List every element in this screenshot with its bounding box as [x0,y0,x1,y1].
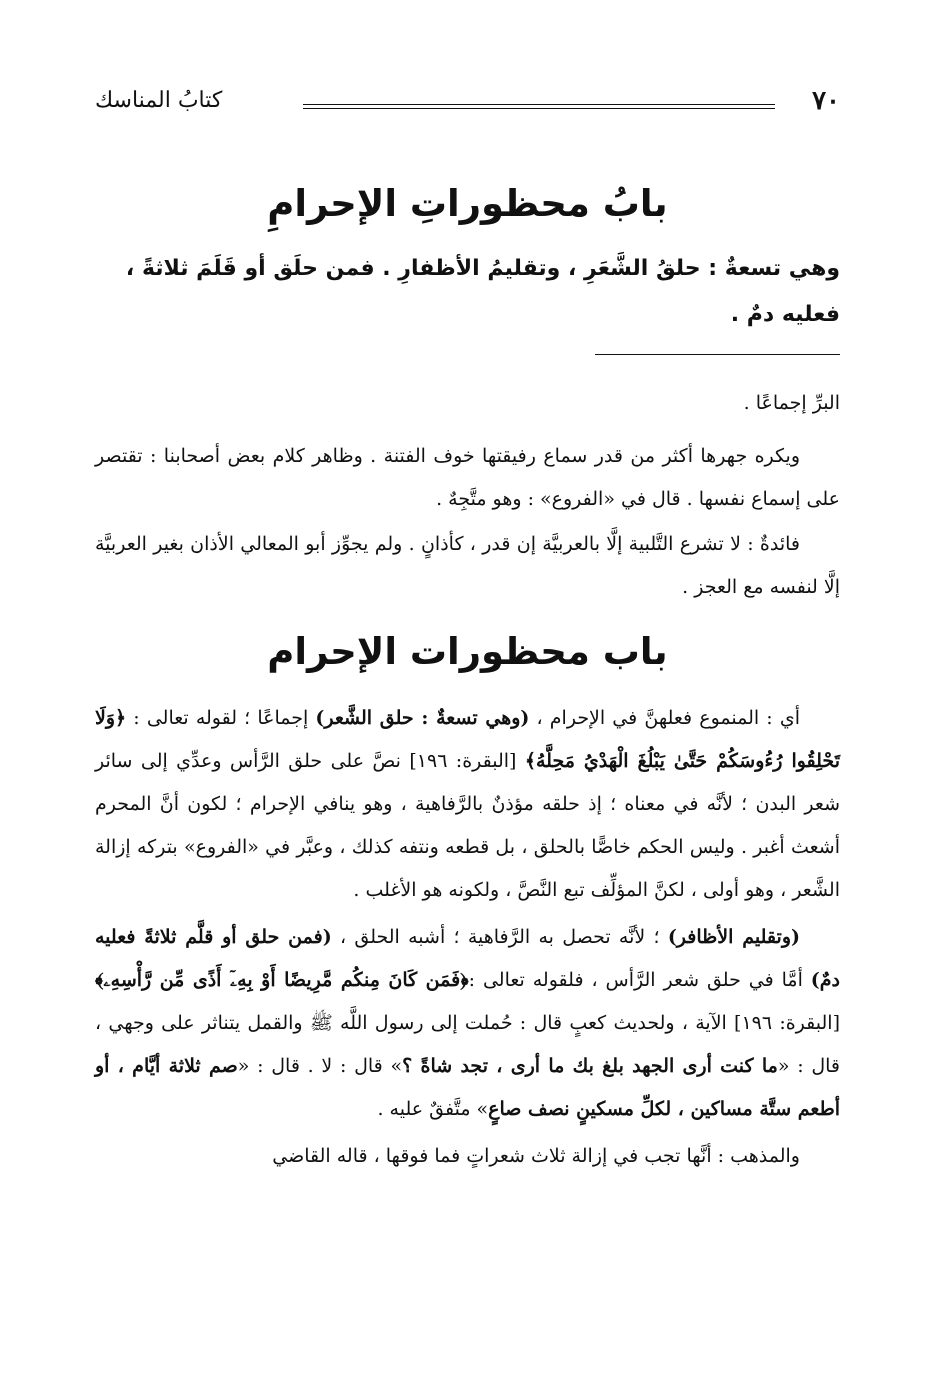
sharh-text: ؛ لأنَّه تحصل به الرَّفاهية ؛ أشبه الحلق ، [331,926,668,948]
matn-quote: (فمن حلق أو قلَّم ثلاثةً فعليه دمٌ) [95,926,841,991]
sharh-body [95,697,840,1178]
sharh-paragraph-1 [95,697,840,912]
page-number: ٧٠ [812,86,840,116]
sharh-text: إجماعًا ؛ لقوله تعالى : [126,707,316,729]
matn-quote: (وتقليم الأظافر) [667,926,800,948]
matn-separator-rule [595,354,840,355]
sharh-paragraph-2 [95,916,840,1131]
paragraph-faida: فائدةٌ : لا تشرع التَّلبية إلَّا بالعربيَّة إن قدر ، كأذانٍ . ولم يجوِّز أبو المعالي الأذان بغير العربيَّة إلَّا لنفسه مع العجز . [95,533,840,598]
quran-verse: ﴿وَلَا تَحْلِقُوا رُءُوسَكُمْ حَتَّىٰ يَبْلُغَ الْهَدْيُ مَحِلَّهُ﴾ [95,707,840,772]
hadith-quote: ما كنت أرى الجهد بلغ بك ما أرى ، تجد شاةً ؟ [402,1055,778,1077]
book-title: كتابُ المناسك [95,88,223,113]
paragraph-continuation: البرِّ إجماعًا . [743,392,840,414]
sharh-text: أمَّا في حلق شعر الرَّأس ، فلقوله تعالى : [468,969,811,991]
sharh-paragraph-3: والمذهب : أنَّها تجب في إزالة ثلاث شعراتٍ فما فوقها ، قاله القاضي [272,1145,800,1167]
running-header [95,86,840,126]
sharh-text: أي : المنموع فعلهنَّ في الإحرام ، [529,707,800,729]
sharh-text: [البقرة: ١٩٦] الآية ، ولحديث كعبٍ قال : حُملت إلى رسول اللَّه ﷺ والقمل يتناثر على وجهي ، قال : « [95,1012,841,1077]
hadith-quote: صم ثلاثة أيَّام ، أو أطعم ستَّة مساكين ، لكلِّ مسكينٍ نصف صاعٍ [95,1055,840,1120]
sharh-chapter-heading: باب محظورات الإحرام [267,630,668,673]
quran-verse: ﴿فَمَن كَانَ مِنكُم مَّرِيضًا أَوْ بِهِۦٓ أَذًى مِّن رَّأْسِهِۦ﴾ [95,969,469,991]
matn-line-1: وهي تسعةٌ : حلقُ الشَّعَرِ ، وتقليمُ الأظفارِ . فمن حلَق أو قَلَمَ ثلاثةً ، [125,256,840,281]
matn-chapter-heading: بابُ محظوراتِ الإحرامِ [267,182,668,225]
header-rule [303,104,775,105]
sharh-text: [البقرة: ١٩٦] نصَّ على حلق الرَّأس وعدِّي إلى سائر شعر البدن ؛ لأنَّه في معناه ؛ إذ حلقه مؤذنٌ بالرَّفاهية ، وهو ينافي الإحرام ؛ لكون أنَّ المحرم أشعث أغبر . وليس الحكم خاصًّا بالحلق ، بل قطعه ونتفه كذلك ، وعبَّر في «الفروع» بتركه إزالة الشَّعر ، وهو أولى ، لكنَّ المؤلِّف تبع النَّصَّ ، ولكونه هو الأغلب . [95,750,840,901]
matn-line-2: فعليه دمٌ . [730,302,840,327]
sharh-text: » متَّفقٌ عليه . [377,1098,489,1120]
matn-quote: (وهي تسعةٌ : حلق الشَّعر) [315,707,530,729]
sharh-text: » قال : لا . قال : « [237,1055,403,1077]
matn-text [95,246,840,338]
paragraph-jahr: ويكره جهرها أكثر من قدر سماع رفيقتها خوف الفتنة . وظاهر كلام بعض أصحابنا : تقتصر على إسماع نفسها . قال في «الفروع» : وهو متَّجِهٌ . [95,445,840,510]
previous-section-continuation [95,382,840,609]
